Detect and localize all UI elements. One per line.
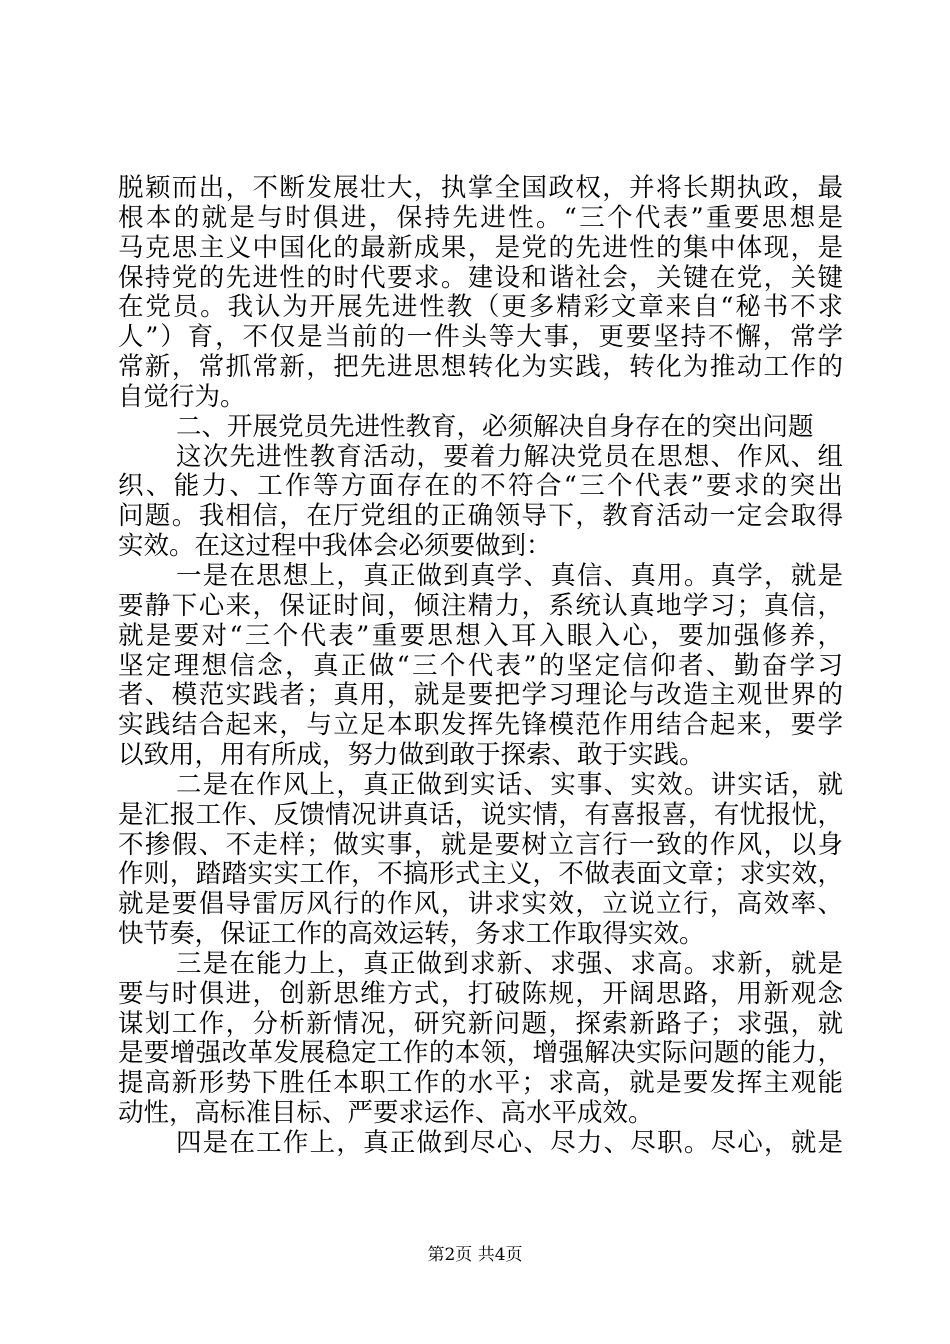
text-line: 不掺假、不走样；做实事，就是要树立言行一致的作风，以身 xyxy=(118,829,843,860)
text-line: 者、模范实践者；真用，就是要把学习理论与改造主观世界的 xyxy=(118,680,843,711)
text-line: 问题。我相信，在厅党组的正确领导下，教育活动一定会取得 xyxy=(118,501,843,532)
text-line: 自觉行为。 xyxy=(118,381,246,412)
text-line: 快节奏，保证工作的高效运转，务求工作取得实效。 xyxy=(118,919,705,950)
text-line: 脱颖而出，不断发展壮大，执掌全国政权，并将长期执政，最 xyxy=(118,173,843,203)
text-line: 要与时俱进，创新思维方式，打破陈规，开阔思路，用新观念 xyxy=(118,978,843,1009)
text-line: 实效。在这过程中我体会必须要做到： xyxy=(118,531,552,562)
text-line: 一是在思想上，真正做到真学、真信、真用。真学，就是 xyxy=(176,560,843,591)
text-line: 在党员。我认为开展先进性教（更多精彩文章来自“秘书不求 xyxy=(118,292,843,323)
text-line: 二、开展党员先进性教育，必须解决自身存在的突出问题 xyxy=(176,411,814,442)
text-line: 常新，常抓常新，把先进思想转化为实践，转化为推动工作的 xyxy=(118,352,843,383)
text-line: 要静下心来，保证时间，倾注精力，系统认真地学习；真信， xyxy=(118,590,843,621)
text-line: 就是要对“三个代表”重要思想入耳入眼入心，要加强修养， xyxy=(118,620,843,651)
text-line: 这次先进性教育活动，要着力解决党员在思想、作风、组 xyxy=(176,441,843,472)
body-text xyxy=(118,174,843,1159)
text-line: 织、能力、工作等方面存在的不符合“三个代表”要求的突出 xyxy=(118,471,843,502)
text-line: 二是在作风上，真正做到实话、实事、实效。讲实话，就 xyxy=(176,769,843,800)
text-line: 保持党的先进性的时代要求。建设和谐社会，关键在党，关键 xyxy=(118,262,843,293)
text-line: 谋划工作，分析新情况，研究新问题，探索新路子；求强，就 xyxy=(118,1008,843,1039)
text-line: 马克思主义中国化的最新成果，是党的先进性的集中体现，是 xyxy=(118,232,843,263)
page-footer: 第2页 共4页 xyxy=(427,1245,523,1265)
text-line: 是要增强改革发展稳定工作的本领，增强解决实际问题的能力， xyxy=(118,1038,843,1069)
text-line: 根本的就是与时俱进，保持先进性。“三个代表”重要思想是 xyxy=(118,202,843,233)
text-line: 动性，高标准目标、严要求运作、高水平成效。 xyxy=(118,1098,654,1129)
text-line: 作则，踏踏实实工作，不搞形式主义，不做表面文章；求实效， xyxy=(118,859,843,890)
text-line: 三是在能力上，真正做到求新、求强、求高。求新，就是 xyxy=(176,948,843,979)
text-line: 人”）育，不仅是当前的一件头等大事，更要坚持不懈，常学 xyxy=(118,322,843,353)
text-line: 实践结合起来，与立足本职发挥先锋模范作用结合起来，要学 xyxy=(118,710,843,741)
text-line: 四是在工作上，真正做到尽心、尽力、尽职。尽心，就是 xyxy=(176,1128,843,1158)
text-line: 坚定理想信念，真正做“三个代表”的坚定信仰者、勤奋学习 xyxy=(118,650,843,681)
text-line: 是汇报工作、反馈情况讲真话，说实情，有喜报喜，有忧报忧， xyxy=(118,799,843,830)
text-line: 提高新形势下胜任本职工作的水平；求高，就是要发挥主观能 xyxy=(118,1068,843,1099)
text-line: 就是要倡导雷厉风行的作风，讲求实效，立说立行，高效率、 xyxy=(118,889,843,920)
text-line: 以致用，用有所成，努力做到敢于探索、敢于实践。 xyxy=(118,740,705,771)
